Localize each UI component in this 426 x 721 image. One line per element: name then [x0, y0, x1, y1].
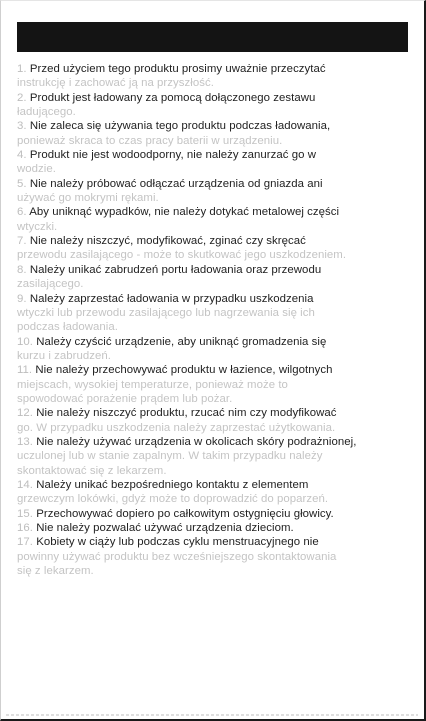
list-item-line: [17, 177, 412, 191]
list-item-line: [17, 406, 412, 420]
list-item-text: wodzie.: [17, 163, 56, 176]
list-item-line: [17, 550, 412, 564]
list-item-text: wtyczki.: [17, 220, 58, 233]
list-item: [17, 205, 412, 234]
list-item-text: instrukcję i zachować ją na przyszłość.: [17, 77, 214, 90]
list-item: [17, 119, 412, 148]
list-item-line: [17, 292, 412, 306]
list-item-line: [17, 191, 412, 205]
list-item-line: [17, 564, 412, 578]
list-item-number: 14.: [17, 478, 33, 491]
list-item-text: uczulonej lub w stanie zapalnym. W takim przypadku należy: [17, 450, 323, 463]
list-item-line: [17, 507, 412, 521]
list-item-line: [17, 263, 412, 277]
list-item-text: go. W przypadku uszkodzenia należy zaprzestać użytkowania.: [17, 421, 336, 434]
list-item-number: 4.: [17, 149, 27, 162]
list-item-number: 13.: [17, 435, 33, 448]
list-item-line: [17, 363, 412, 377]
list-item-line: [17, 392, 412, 406]
list-item-line: [17, 162, 412, 176]
list-item-line: [17, 277, 412, 291]
list-item-text: Produkt nie jest wodoodporny, nie należy zanurzać go w: [29, 149, 316, 162]
list-item-number: 6.: [17, 206, 27, 219]
list-item-text: Nie należy przechowywać produktu w łazience, wilgotnych: [35, 364, 333, 377]
bottom-rule: [6, 714, 418, 716]
list-item-line: [17, 148, 412, 162]
list-item-text: kurzu i zabrudzeń.: [17, 349, 111, 362]
list-item-line: [17, 62, 412, 76]
list-item-text: Kobiety w ciąży lub podczas cyklu menstruacyjnego nie: [36, 536, 319, 549]
list-item-text: Przechowywać dopiero po całkowitym ostygnięciu głowicy.: [36, 507, 334, 520]
list-item-line: [17, 119, 412, 133]
list-item: [17, 263, 412, 292]
list-item-text: Należy unikać bezpośredniego kontaktu z elementem: [36, 478, 309, 491]
list-item-line: [17, 521, 412, 535]
list-item-line: [17, 205, 412, 219]
list-item-text: podczas ładowania.: [17, 321, 118, 334]
list-item-line: [17, 335, 412, 349]
list-item-line: [17, 464, 412, 478]
list-item-text: Nie należy niszczyć, modyfikować, zginać czy skręcać: [29, 235, 306, 248]
list-item-text: miejscach, wysokiej temperaturze, ponieważ może to: [17, 378, 288, 391]
list-item-text: przewodu zasilającego - może to skutkować jego uszkodzeniem.: [17, 249, 347, 262]
list-item-text: Należy czyścić urządzenie, aby uniknąć gromadzenia się: [36, 335, 327, 348]
list-item-number: 5.: [17, 177, 27, 190]
list-item-number: 1.: [17, 63, 27, 75]
list-item: [17, 507, 412, 521]
list-item-line: [17, 220, 412, 234]
list-item-line: [17, 478, 412, 492]
list-item-text: skontaktować się z lekarzem.: [17, 464, 167, 477]
list-item-text: Nie należy używać urządzenia w okolicach skóry podrażnionej,: [36, 435, 357, 448]
list-item-text: wtyczki lub przewodu zasilającego lub nagrzewania się ich: [17, 306, 315, 319]
list-item: [17, 62, 412, 91]
list-item-line: [17, 535, 412, 549]
list-item-text: Produkt jest ładowany za pomocą dołączonego zestawu: [29, 91, 316, 104]
list-item-line: [17, 449, 412, 463]
list-item-number: 8.: [17, 263, 27, 276]
list-item: [17, 148, 412, 177]
list-item: [17, 292, 412, 335]
list-item: [17, 406, 412, 435]
list-item-text: Nie należy pozwalać używać urządzenia dzieciom.: [36, 522, 294, 534]
instructions-list: [17, 62, 412, 578]
list-item-text: Przed użyciem tego produktu prosimy uważnie przeczytać: [29, 63, 326, 75]
list-item-line: [17, 105, 412, 119]
list-item-text: używać go mokrymi rękami.: [17, 192, 159, 205]
list-item-number: 2.: [17, 91, 27, 104]
list-item-line: [17, 234, 412, 248]
list-item-number: 16.: [17, 522, 33, 534]
list-item-line: [17, 349, 412, 363]
list-item-text: powinny używać produktu bez wcześniejszego skontaktowania: [17, 550, 337, 563]
list-item-text: Nie należy niszczyć produktu, rzucać nim czy modyfikować: [36, 407, 337, 420]
list-item: [17, 363, 412, 406]
list-item-number: 17.: [17, 536, 33, 549]
list-item-line: [17, 435, 412, 449]
list-item-line: [17, 378, 412, 392]
list-item-number: 7.: [17, 235, 27, 248]
list-item-text: się z lekarzem.: [17, 565, 94, 578]
list-item-line: [17, 91, 412, 105]
list-item-text: ponieważ skraca to czas pracy baterii w urządzeniu.: [17, 134, 283, 147]
list-item: [17, 478, 412, 507]
list-item: [17, 335, 412, 364]
list-item-number: 12.: [17, 407, 33, 420]
list-item: [17, 521, 412, 535]
list-item: [17, 535, 412, 578]
list-item-number: 3.: [17, 120, 27, 133]
list-item-text: Nie należy próbować odłączać urządzenia od gniazda ani: [29, 177, 323, 190]
list-item: [17, 91, 412, 120]
list-item-line: [17, 248, 412, 262]
list-item-number: 10.: [17, 335, 33, 348]
list-item-line: [17, 492, 412, 506]
list-item-number: 9.: [17, 292, 27, 305]
list-item-text: Należy unikać zabrudzeń portu ładowania oraz przewodu: [29, 263, 322, 276]
list-item-line: [17, 76, 412, 90]
header-bar: [17, 22, 408, 52]
list-item: [17, 234, 412, 263]
list-item-line: [17, 320, 412, 334]
list-item-text: ładującego.: [17, 106, 76, 119]
list-item-text: Nie zaleca się używania tego produktu podczas ładowania,: [29, 120, 331, 133]
list-item-line: [17, 134, 412, 148]
list-item-text: Aby uniknąć wypadków, nie należy dotykać metalowej części: [29, 206, 340, 219]
list-item-text: zasilającego.: [17, 278, 84, 291]
list-item-text: grzewczym lokówki, gdyż może to doprowadzić do poparzeń.: [17, 493, 329, 506]
list-item-text: Należy zaprzestać ładowania w przypadku uszkodzenia: [29, 292, 314, 305]
list-item: [17, 435, 412, 478]
list-item-number: 11.: [17, 364, 33, 377]
list-item-line: [17, 421, 412, 435]
list-item: [17, 177, 412, 206]
list-item-number: 15.: [17, 507, 33, 520]
list-item-text: spowodować porażenie prądem lub pożar.: [17, 392, 233, 405]
list-item-line: [17, 306, 412, 320]
